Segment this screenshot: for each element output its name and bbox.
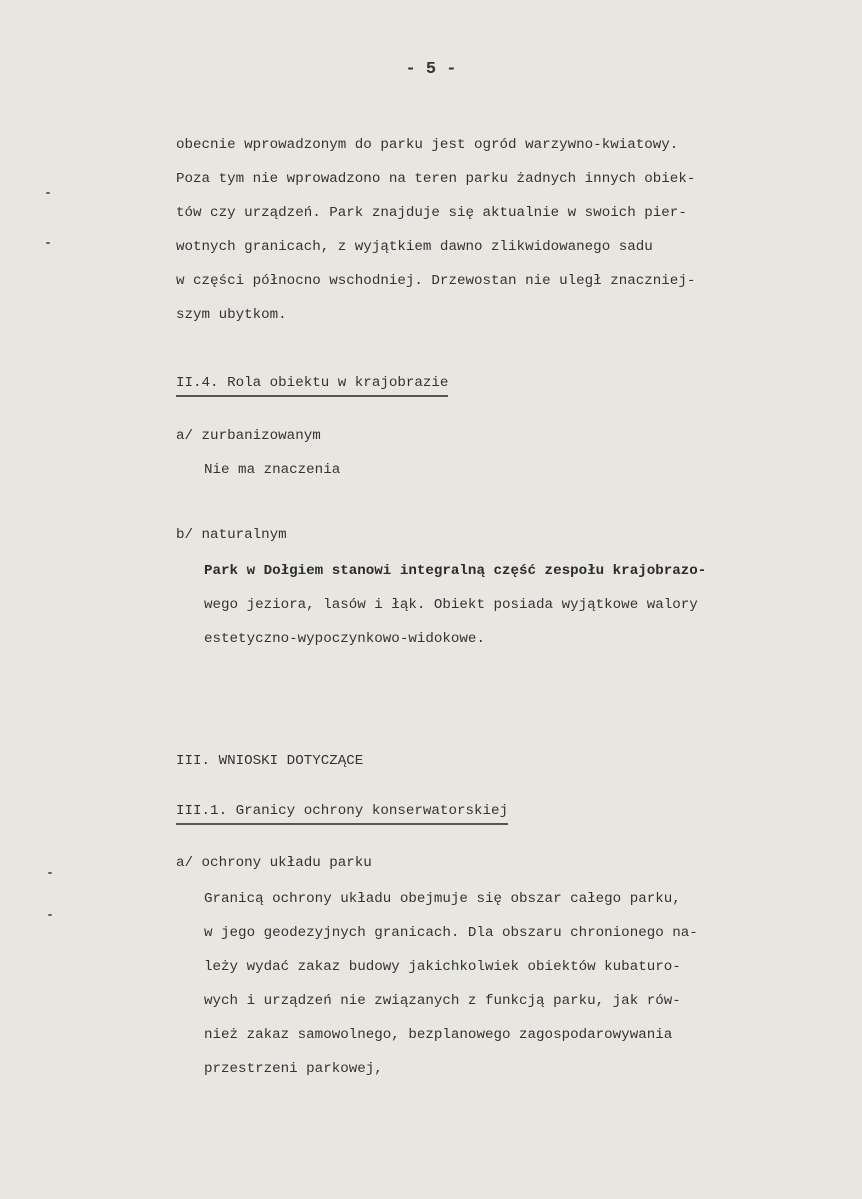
- section-2-4-b-line-1: Park w Dołgiem stanowi integralną część zespołu krajobrazo-: [204, 563, 707, 579]
- section-2-4-b-line-3: estetyczno-wypoczynkowo-widokowe.: [204, 631, 485, 647]
- section-2-4-b-label: b/ naturalnym: [176, 527, 287, 543]
- para1-line-1: obecnie wprowadzonym do parku jest ogród warzywno-kwiatowy.: [176, 137, 679, 153]
- section-3-heading: III. WNIOSKI DOTYCZĄCE: [176, 753, 364, 769]
- para1-line-2: Poza tym nie wprowadzono na teren parku żadnych innych obiek-: [176, 171, 696, 187]
- section-2-4-b-line-2: wego jeziora, lasów i łąk. Obiekt posiada wyjątkowe walory: [204, 597, 698, 613]
- page-number: - 5 -: [405, 60, 457, 79]
- para1-line-5: w części północno wschodniej. Drzewostan nie uległ znaczniej-: [176, 273, 696, 289]
- section-3-1-heading: III.1. Granicy ochrony konserwatorskiej: [176, 802, 508, 825]
- section-3-1-a-label: a/ ochrony układu parku: [176, 855, 372, 871]
- para1-line-4: wotnych granicach, z wyjątkiem dawno zlikwidowanego sadu: [176, 239, 653, 255]
- section-3-1-a-line-5: nież zakaz samowolnego, bezplanowego zagospodarowywania: [204, 1027, 673, 1043]
- para1-line-6: szym ubytkom.: [176, 307, 287, 323]
- section-3-1-a-line-2: w jego geodezyjnych granicach. Dla obszaru chronionego na-: [204, 925, 698, 941]
- scan-speck: [48, 914, 52, 916]
- scan-speck: [46, 192, 50, 194]
- para1-line-3: tów czy urządzeń. Park znajduje się aktualnie w swoich pier-: [176, 205, 687, 221]
- section-2-4-a-text: Nie ma znaczenia: [204, 462, 341, 478]
- scan-speck: [46, 242, 50, 244]
- section-3-1-a-line-6: przestrzeni parkowej,: [204, 1061, 383, 1077]
- section-2-4-a-label: a/ zurbanizowanym: [176, 428, 321, 444]
- section-3-1-a-line-3: leży wydać zakaz budowy jakichkolwiek obiektów kubaturo-: [204, 959, 681, 975]
- section-3-1-a-line-4: wych i urządzeń nie związanych z funkcją parku, jak rów-: [204, 993, 681, 1009]
- scan-speck: [48, 872, 52, 874]
- section-3-1-a-line-1: Granicą ochrony układu obejmuje się obszar całego parku,: [204, 891, 681, 907]
- section-2-4-heading: II.4. Rola obiektu w krajobrazie: [176, 374, 448, 397]
